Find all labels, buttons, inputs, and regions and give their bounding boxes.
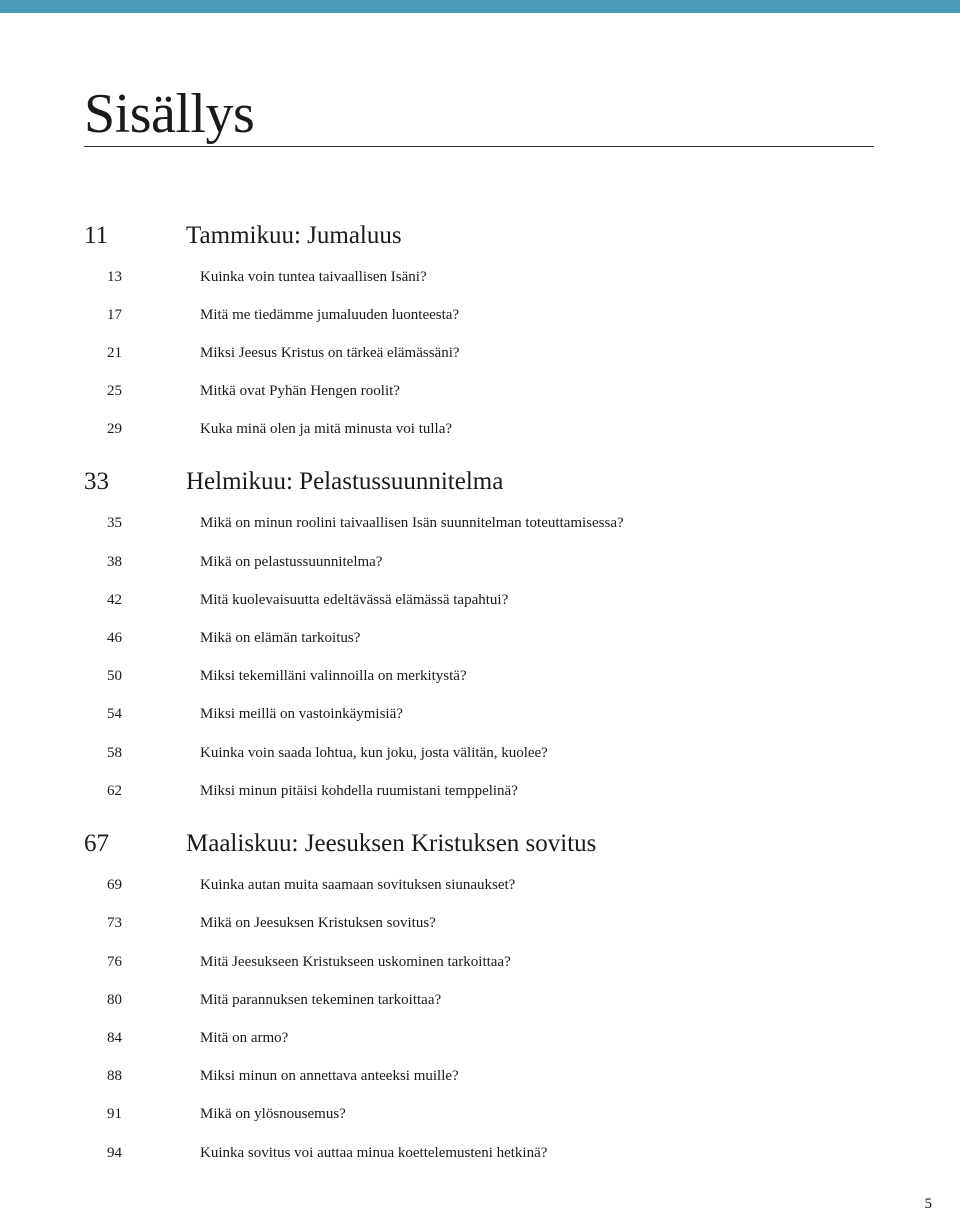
- page-number: 5: [924, 1196, 932, 1212]
- entry-page-number: 54: [107, 706, 122, 722]
- entry-title: Mitä parannuksen tekeminen tarkoittaa?: [200, 992, 442, 1008]
- entry-page-number: 84: [107, 1030, 122, 1046]
- toc-entry[interactable]: [0, 1141, 960, 1165]
- entry-page-number: 94: [107, 1145, 122, 1161]
- toc-entry[interactable]: [0, 911, 960, 935]
- entry-page-number: 17: [107, 307, 122, 323]
- entry-page-number: 42: [107, 592, 122, 608]
- section-page-number: 33: [84, 468, 109, 495]
- entry-page-number: 29: [107, 421, 122, 437]
- entry-title: Kuinka sovitus voi auttaa minua koettelemusteni hetkinä?: [200, 1145, 548, 1161]
- toc-entry[interactable]: [0, 341, 960, 365]
- entry-page-number: 25: [107, 383, 122, 399]
- entry-page-number: 73: [107, 915, 122, 931]
- entry-title: Mitkä ovat Pyhän Hengen roolit?: [200, 383, 400, 399]
- page-title: Sisällys: [84, 83, 255, 145]
- entry-title: Mikä on elämän tarkoitus?: [200, 630, 361, 646]
- section-page-number: 11: [84, 222, 109, 249]
- top-accent-bar: [0, 0, 960, 13]
- toc-entry[interactable]: [0, 550, 960, 574]
- entry-title: Miksi minun on annettava anteeksi muille?: [200, 1068, 459, 1084]
- entry-title: Kuinka voin tuntea taivaallisen Isäni?: [200, 269, 427, 285]
- entry-page-number: 50: [107, 668, 122, 684]
- entry-title: Mitä on armo?: [200, 1030, 289, 1046]
- toc-entry[interactable]: [0, 988, 960, 1012]
- entry-title: Mikä on Jeesuksen Kristuksen sovitus?: [200, 915, 436, 931]
- toc-entry[interactable]: [0, 588, 960, 612]
- entry-title: Kuinka voin saada lohtua, kun joku, josta välitän, kuolee?: [200, 745, 548, 761]
- entry-title: Mitä Jeesukseen Kristukseen uskominen tarkoittaa?: [200, 954, 511, 970]
- toc-section-heading[interactable]: [0, 465, 960, 499]
- entry-page-number: 69: [107, 877, 122, 893]
- entry-title: Mitä kuolevaisuutta edeltävässä elämässä tapahtui?: [200, 592, 509, 608]
- section-title: Helmikuu: Pelastussuunnitelma: [186, 468, 504, 495]
- entry-title: Mikä on pelastussuunnitelma?: [200, 554, 383, 570]
- toc-entry[interactable]: [0, 702, 960, 726]
- entry-page-number: 13: [107, 269, 122, 285]
- toc-entry[interactable]: [0, 1064, 960, 1088]
- entry-title: Miksi Jeesus Kristus on tärkeä elämässäni?: [200, 345, 460, 361]
- entry-title: Mikä on ylösnousemus?: [200, 1106, 346, 1122]
- toc-entry[interactable]: [0, 1026, 960, 1050]
- entry-title: Miksi meillä on vastoinkäymisiä?: [200, 706, 403, 722]
- section-title: Maaliskuu: Jeesuksen Kristuksen sovitus: [186, 830, 597, 857]
- section-title: Tammikuu: Jumaluus: [186, 222, 402, 249]
- entry-title: Miksi minun pitäisi kohdella ruumistani temppelinä?: [200, 783, 518, 799]
- title-divider: [84, 146, 874, 147]
- entry-page-number: 80: [107, 992, 122, 1008]
- toc-entry[interactable]: [0, 303, 960, 327]
- toc-section-heading[interactable]: [0, 827, 960, 861]
- entry-title: Mikä on minun roolini taivaallisen Isän suunnitelman toteuttamisessa?: [200, 515, 624, 531]
- entry-page-number: 35: [107, 515, 122, 531]
- entry-page-number: 58: [107, 745, 122, 761]
- toc-section-heading[interactable]: [0, 219, 960, 253]
- entry-title: Kuinka autan muita saamaan sovituksen siunaukset?: [200, 877, 516, 893]
- section-page-number: 67: [84, 830, 109, 857]
- entry-page-number: 46: [107, 630, 122, 646]
- toc-entry[interactable]: [0, 1102, 960, 1126]
- toc-entry[interactable]: [0, 741, 960, 765]
- entry-page-number: 88: [107, 1068, 122, 1084]
- toc-entry[interactable]: [0, 265, 960, 289]
- entry-page-number: 21: [107, 345, 122, 361]
- toc-entry[interactable]: [0, 511, 960, 535]
- toc-entry[interactable]: [0, 626, 960, 650]
- entry-page-number: 62: [107, 783, 122, 799]
- toc-entry[interactable]: [0, 779, 960, 803]
- entry-title: Mitä me tiedämme jumaluuden luonteesta?: [200, 307, 460, 323]
- entry-page-number: 76: [107, 954, 122, 970]
- entry-title: Kuka minä olen ja mitä minusta voi tulla?: [200, 421, 453, 437]
- toc-entry[interactable]: [0, 379, 960, 403]
- toc-entry[interactable]: [0, 950, 960, 974]
- entry-title: Miksi tekemilläni valinnoilla on merkitystä?: [200, 668, 467, 684]
- toc-entry[interactable]: [0, 664, 960, 688]
- entry-page-number: 38: [107, 554, 122, 570]
- toc-entry[interactable]: [0, 417, 960, 441]
- toc-entry[interactable]: [0, 873, 960, 897]
- entry-page-number: 91: [107, 1106, 122, 1122]
